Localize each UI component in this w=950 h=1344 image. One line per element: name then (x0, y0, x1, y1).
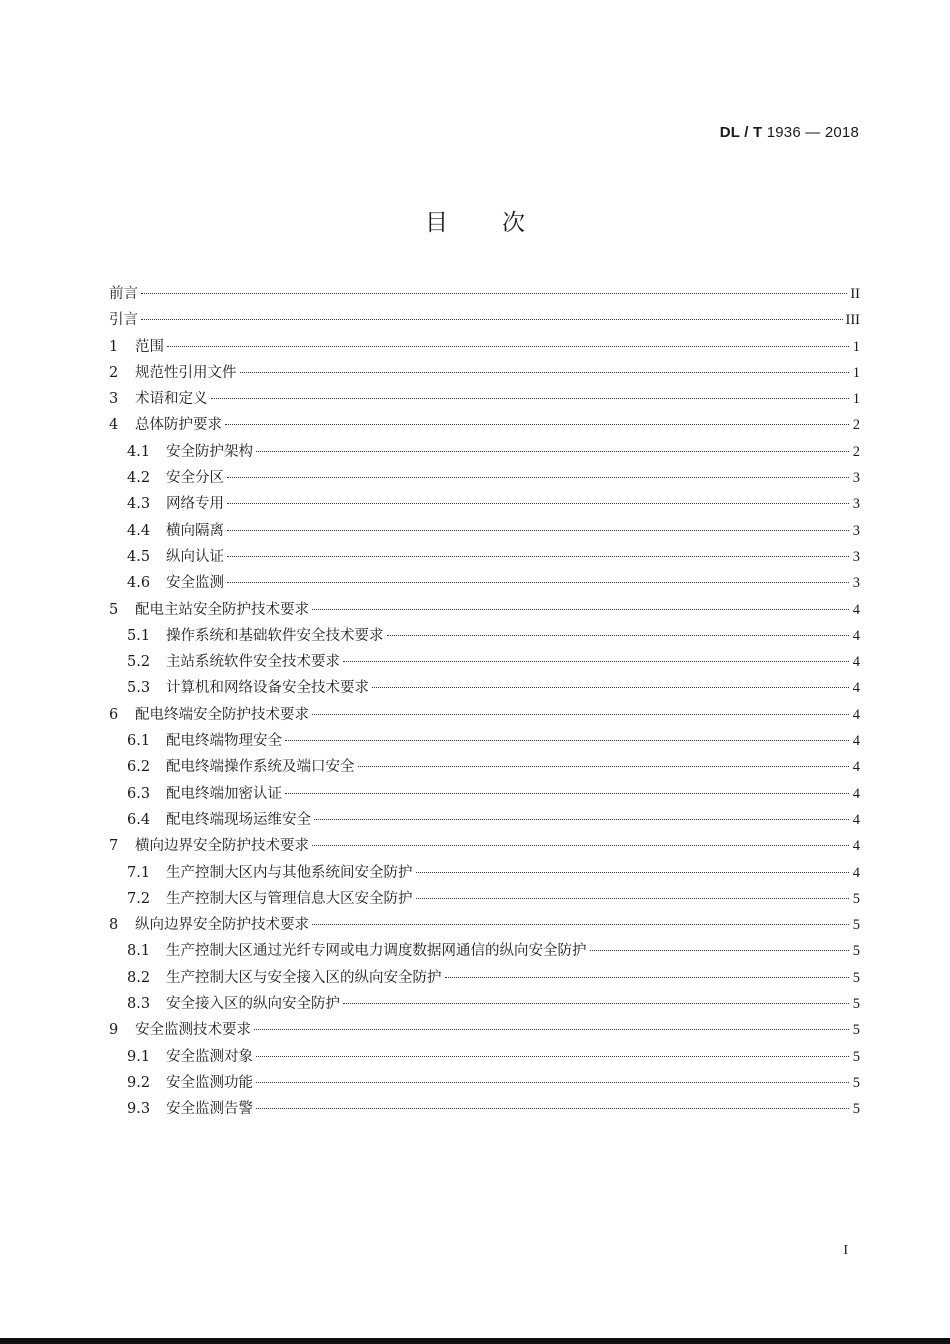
bottom-rule (0, 1338, 950, 1344)
toc-entry-page: 3 (852, 548, 860, 565)
toc-entry-label: 操作系统和基础软件安全技术要求 (166, 627, 384, 644)
toc-dot-leader (312, 609, 849, 610)
toc-entry-number: 6.4 (127, 811, 151, 828)
toc-entry[interactable] (109, 1071, 860, 1097)
toc-entry[interactable] (109, 703, 860, 729)
toc-entry-label: 配电终端加密认证 (166, 785, 282, 802)
toc-entry[interactable] (109, 676, 860, 702)
toc-dot-leader (314, 819, 849, 820)
toc-entry-label: 配电终端物理安全 (166, 733, 282, 750)
toc-entry[interactable] (109, 571, 860, 597)
toc-dot-leader (227, 530, 849, 531)
toc-entry-page: 5 (852, 1022, 860, 1039)
toc-entry-page: 3 (852, 522, 860, 539)
toc-entry-page: 4 (852, 601, 860, 618)
toc-entry-page: 4 (852, 706, 860, 723)
toc-dot-leader (225, 424, 849, 425)
toc-dot-leader (227, 556, 849, 557)
toc-entry-page: 5 (852, 917, 860, 934)
toc-entry[interactable] (109, 650, 860, 676)
toc-entry-page: 2 (852, 443, 860, 460)
toc-entry-number: 4.4 (127, 522, 151, 539)
toc-entry-label: 配电终端安全防护技术要求 (135, 706, 309, 723)
toc-dot-leader (256, 1056, 849, 1057)
toc-entry-number: 8.2 (127, 969, 151, 986)
toc-entry-number: 2 (109, 364, 119, 381)
toc-entry-number: 7.2 (127, 890, 151, 907)
toc-entry-number: 4.3 (127, 496, 151, 513)
toc-entry-number: 6.1 (127, 733, 151, 750)
toc-entry-label: 生产控制大区与安全接入区的纵向安全防护 (166, 969, 442, 986)
toc-entry-number: 6.3 (127, 785, 151, 802)
toc-entry-page: 4 (852, 654, 860, 671)
toc-entry-number: 5 (109, 601, 119, 618)
toc-entry-page: 3 (852, 496, 860, 513)
toc-entry[interactable] (109, 861, 860, 887)
toc-entry[interactable] (109, 440, 860, 466)
toc-entry-number: 8 (109, 917, 119, 934)
toc-entry-label: 安全监测对象 (166, 1048, 253, 1065)
toc-entry-page: 5 (852, 1101, 860, 1118)
toc-entry[interactable] (109, 519, 860, 545)
toc-entry-label: 安全监测 (166, 575, 224, 592)
toc-dot-leader (167, 346, 849, 347)
toc-entry-page: 4 (852, 627, 860, 644)
toc-entry-number: 9.1 (127, 1048, 151, 1065)
toc-entry-label: 纵向边界安全防护技术要求 (135, 917, 309, 934)
toc-entry-label: 配电终端现场运维安全 (166, 811, 311, 828)
toc-entry-number: 1 (109, 338, 119, 355)
toc-entry[interactable] (109, 729, 860, 755)
toc-entry-label: 纵向认证 (166, 548, 224, 565)
toc-entry-label: 总体防护要求 (135, 417, 222, 434)
toc-entry[interactable] (109, 966, 860, 992)
toc-entry[interactable] (109, 913, 860, 939)
toc-dot-leader (227, 582, 849, 583)
toc-entry-page: 4 (852, 759, 860, 776)
toc-entry-number: 6.2 (127, 759, 151, 776)
toc-entry-label: 安全监测技术要求 (135, 1022, 251, 1039)
toc-entry-label: 横向边界安全防护技术要求 (135, 838, 309, 855)
table-of-contents (109, 282, 860, 1124)
toc-entry-label: 网络专用 (166, 496, 224, 513)
toc-entry[interactable] (109, 992, 860, 1018)
toc-dot-leader (285, 793, 849, 794)
toc-entry-label: 范围 (135, 338, 164, 355)
toc-dot-leader (343, 1003, 849, 1004)
footer-page-number: I (843, 1243, 848, 1258)
toc-dot-leader (343, 661, 849, 662)
toc-entry-page: 5 (852, 969, 860, 986)
toc-entry-number: 7 (109, 838, 119, 855)
toc-entry[interactable] (109, 1097, 860, 1123)
toc-dot-leader (590, 950, 850, 951)
toc-entry-number: 5.2 (127, 654, 151, 671)
toc-entry[interactable] (109, 335, 860, 361)
toc-entry-page: 5 (852, 1048, 860, 1065)
toc-dot-leader (227, 503, 849, 504)
toc-entry-page: II (850, 286, 860, 302)
toc-entry-number: 8.3 (127, 996, 151, 1013)
toc-entry-page: 4 (852, 680, 860, 697)
toc-entry[interactable] (109, 308, 860, 334)
toc-dot-leader (227, 477, 849, 478)
toc-entry-page: 4 (852, 733, 860, 750)
toc-entry-page: 5 (852, 1074, 860, 1091)
toc-entry-label: 规范性引用文件 (135, 364, 237, 381)
toc-dot-leader (256, 1082, 849, 1083)
toc-entry-label: 安全分区 (166, 470, 224, 487)
toc-entry-page: 1 (852, 338, 860, 355)
toc-entry[interactable] (109, 755, 860, 781)
toc-entry[interactable] (109, 466, 860, 492)
toc-entry-number: 4 (109, 417, 119, 434)
page-title: 目次 (425, 210, 579, 236)
toc-entry-number: 4.5 (127, 548, 151, 565)
toc-entry-number: 9 (109, 1022, 119, 1039)
toc-entry[interactable] (109, 387, 860, 413)
toc-entry[interactable] (109, 887, 860, 913)
toc-entry-page: 5 (852, 996, 860, 1013)
toc-entry[interactable] (109, 782, 860, 808)
toc-entry-label: 生产控制大区与管理信息大区安全防护 (166, 890, 413, 907)
toc-dot-leader (312, 714, 849, 715)
toc-entry-number: 4.6 (127, 575, 151, 592)
toc-entry-page: 4 (852, 811, 860, 828)
toc-entry-page: 2 (852, 417, 860, 434)
toc-entry-page: 4 (852, 864, 860, 881)
toc-dot-leader (141, 293, 847, 294)
toc-entry-label: 安全防护架构 (166, 443, 253, 460)
toc-dot-leader (358, 766, 850, 767)
toc-dot-leader (387, 635, 850, 636)
toc-entry-label: 横向隔离 (166, 522, 224, 539)
toc-entry-number: 9.2 (127, 1074, 151, 1091)
toc-dot-leader (256, 451, 849, 452)
toc-dot-leader (211, 398, 850, 399)
toc-dot-leader (312, 924, 849, 925)
toc-entry-label: 术语和定义 (135, 391, 208, 408)
toc-entry-page: III (845, 312, 860, 329)
toc-entry-label: 配电主站安全防护技术要求 (135, 601, 309, 618)
toc-entry-label: 安全接入区的纵向安全防护 (166, 996, 340, 1013)
toc-entry-page: 3 (852, 470, 860, 487)
toc-entry[interactable] (109, 598, 860, 624)
toc-entry-label: 主站系统软件安全技术要求 (166, 654, 340, 671)
toc-entry[interactable] (109, 939, 860, 965)
toc-entry-label: 配电终端操作系统及端口安全 (166, 759, 355, 776)
toc-dot-leader (312, 845, 849, 846)
toc-entry-number: 3 (109, 391, 119, 408)
toc-entry[interactable] (109, 808, 860, 834)
toc-entry-number: 5.1 (127, 627, 151, 644)
toc-entry[interactable] (109, 492, 860, 518)
toc-entry-page: 1 (852, 364, 860, 381)
toc-entry-label: 安全监测功能 (166, 1074, 253, 1091)
toc-dot-leader (256, 1108, 849, 1109)
toc-dot-leader (372, 687, 849, 688)
toc-entry-label: 生产控制大区通过光纤专网或电力调度数据网通信的纵向安全防护 (166, 943, 587, 960)
toc-entry-page: 5 (852, 943, 860, 960)
toc-entry-page: 3 (852, 575, 860, 592)
toc-dot-leader (240, 372, 850, 373)
toc-dot-leader (416, 898, 850, 899)
toc-entry-label: 引言 (109, 312, 138, 329)
toc-dot-leader (141, 319, 843, 320)
toc-entry-page: 4 (852, 838, 860, 855)
toc-entry-label: 生产控制大区内与其他系统间安全防护 (166, 864, 413, 881)
toc-entry-number: 4.2 (127, 470, 151, 487)
toc-dot-leader (254, 1029, 849, 1030)
toc-entry-page: 1 (852, 391, 860, 408)
toc-entry-label: 前言 (109, 286, 138, 302)
toc-entry[interactable] (109, 624, 860, 650)
toc-entry-number: 8.1 (127, 943, 151, 960)
toc-entry-page: 4 (852, 785, 860, 802)
toc-entry-number: 4.1 (127, 443, 151, 460)
toc-entry-number: 5.3 (127, 680, 151, 697)
toc-entry-label: 计算机和网络设备安全技术要求 (166, 680, 369, 697)
toc-entry-label: 安全监测告警 (166, 1101, 253, 1118)
toc-entry-number: 9.3 (127, 1101, 151, 1118)
toc-dot-leader (416, 872, 850, 873)
toc-entry-number: 7.1 (127, 864, 151, 881)
toc-dot-leader (445, 977, 850, 978)
toc-entry[interactable] (109, 834, 860, 860)
toc-entry[interactable] (109, 545, 860, 571)
toc-entry[interactable] (109, 1045, 860, 1071)
toc-entry-page: 5 (852, 890, 860, 907)
document-code-number: 1936 — 2018 (766, 124, 859, 141)
toc-entry[interactable] (109, 413, 860, 439)
toc-entry-number: 6 (109, 706, 119, 723)
toc-entry[interactable] (109, 361, 860, 387)
toc-entry[interactable] (109, 282, 860, 308)
document-code (720, 124, 859, 141)
toc-dot-leader (285, 740, 849, 741)
document-code-prefix: DL / T (719, 124, 763, 141)
toc-entry[interactable] (109, 1018, 860, 1044)
